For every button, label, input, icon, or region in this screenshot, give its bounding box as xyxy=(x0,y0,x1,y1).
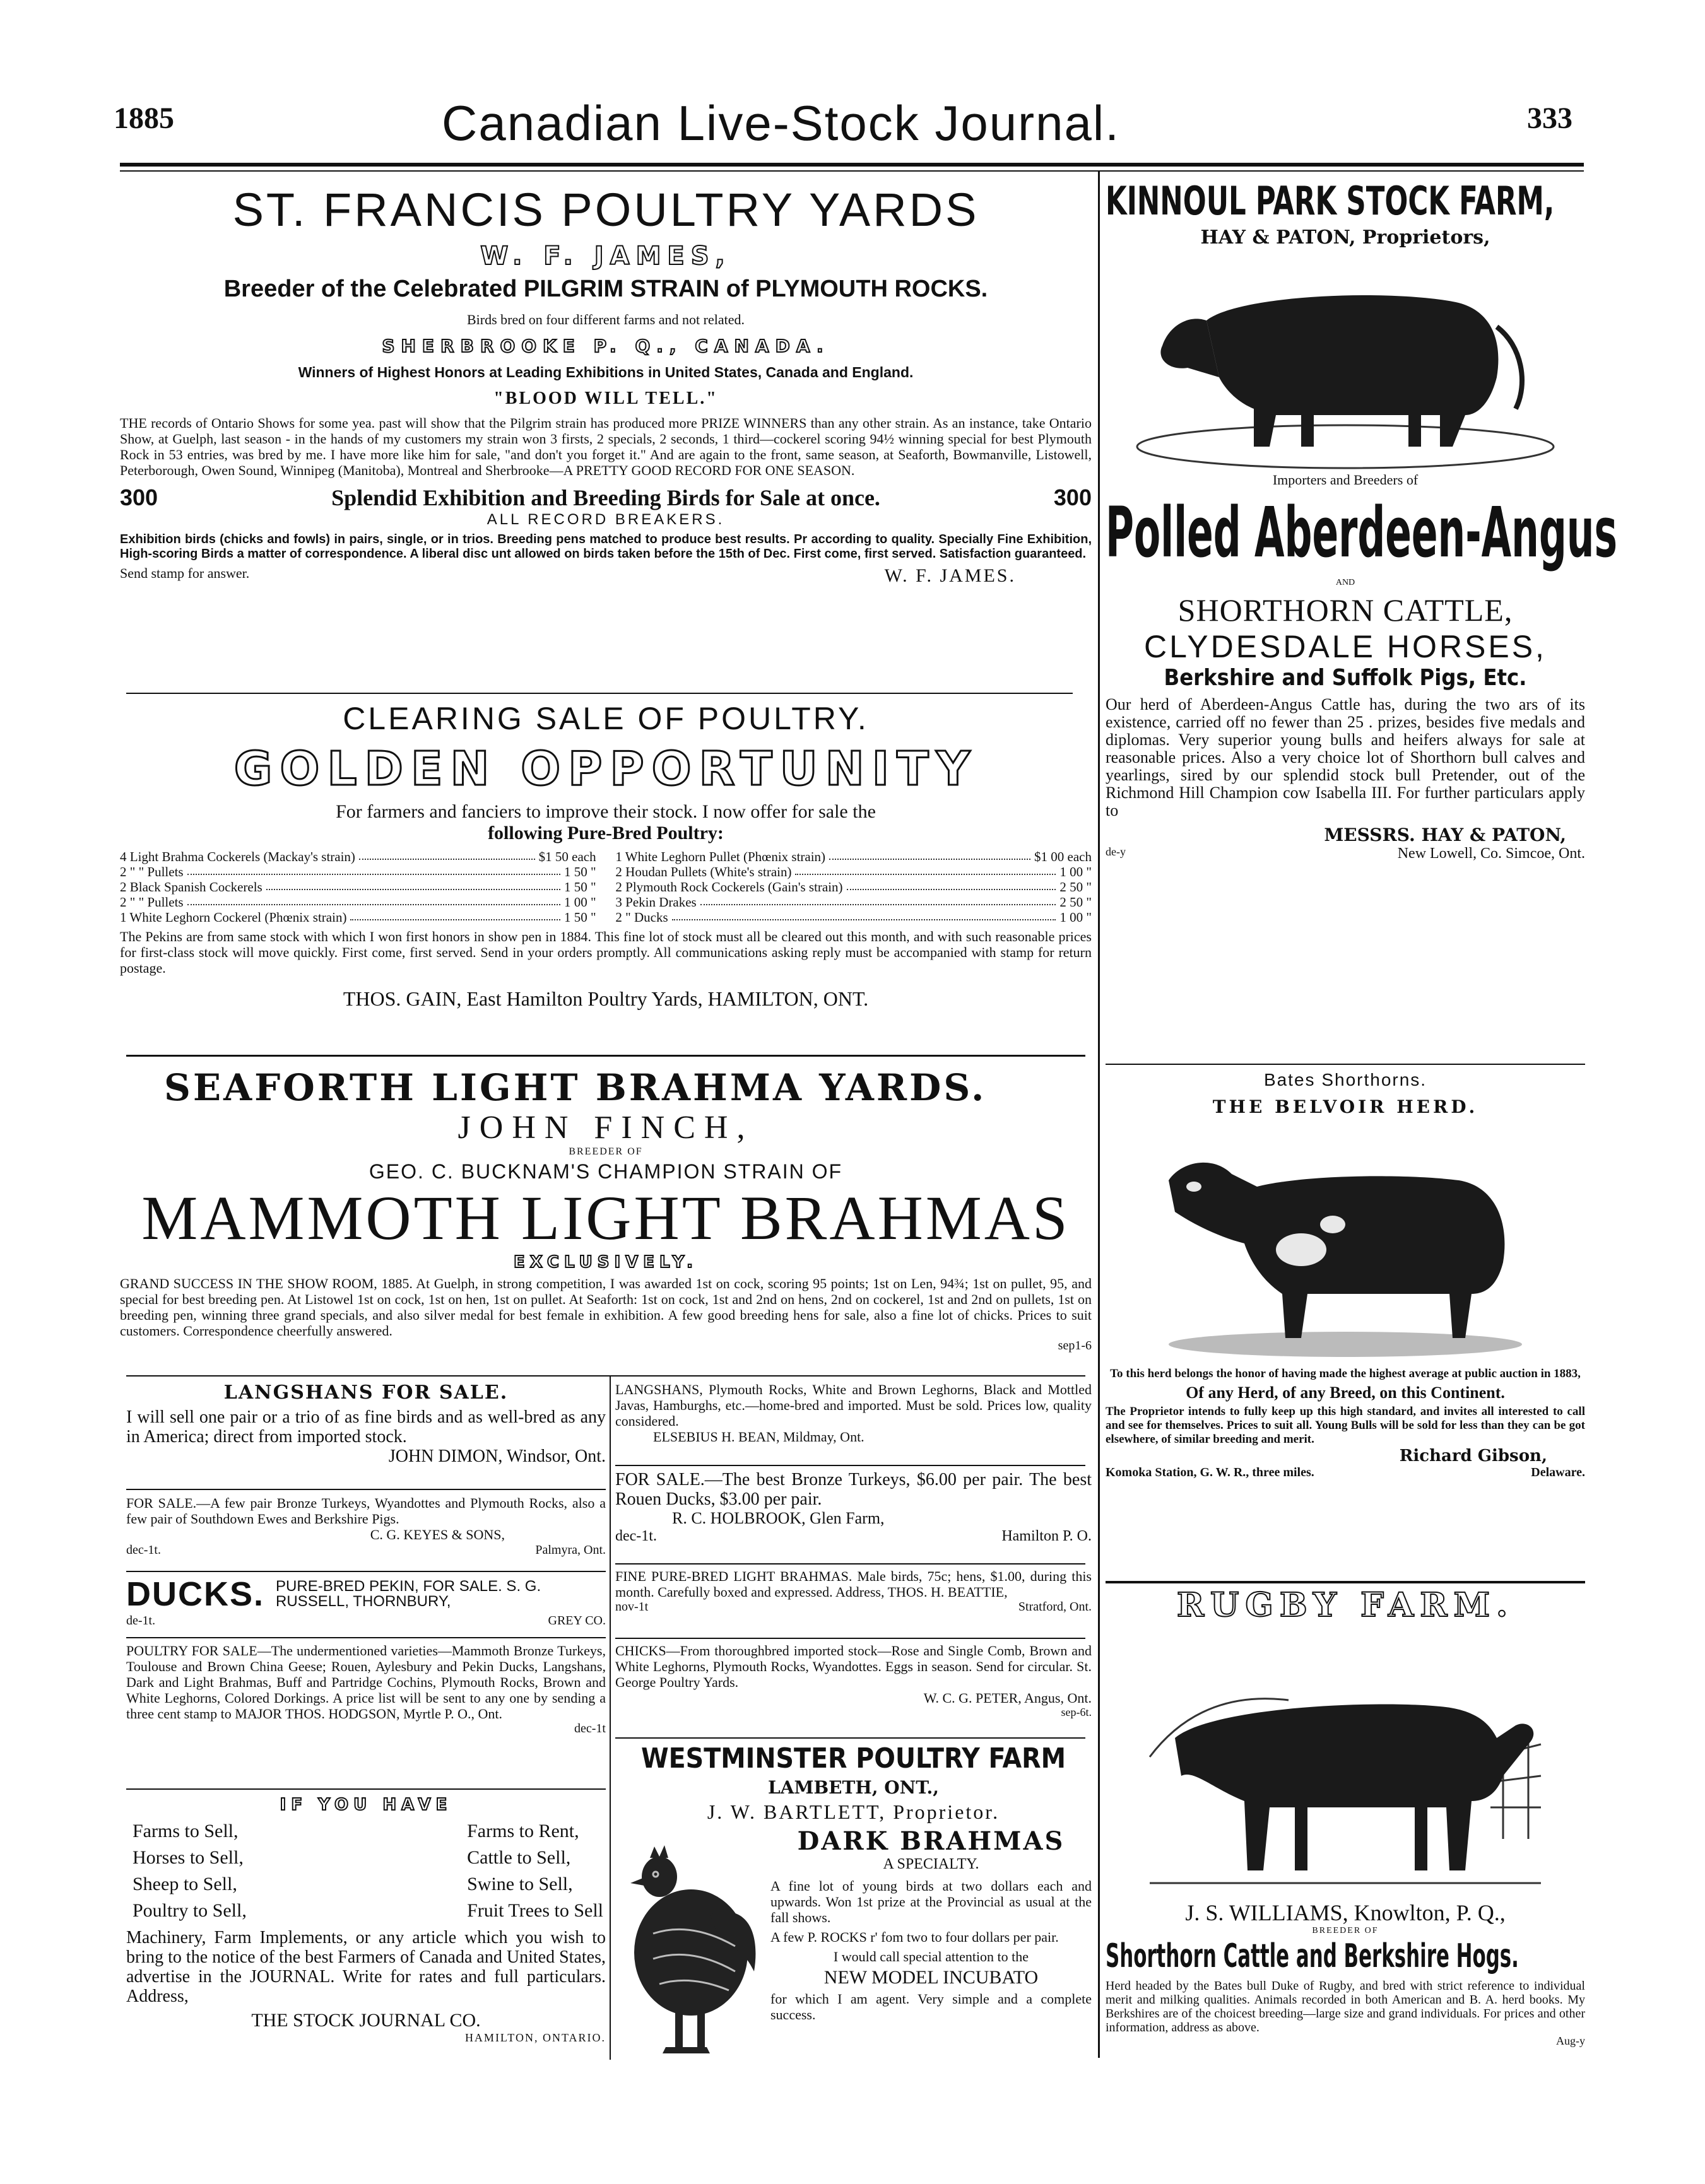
if-you-have-item: Poultry to Sell, xyxy=(133,1900,247,1921)
westminster-specialty: A SPECIALTY. xyxy=(883,1856,979,1872)
westminster-ad xyxy=(615,1742,1092,2066)
header-year: 1885 xyxy=(114,102,174,135)
seaforth-owner: JOHN FINCH, xyxy=(457,1110,754,1146)
westminster-body-2: for which I am agent. Very simple and a complete success. xyxy=(770,1991,1092,2023)
clearing-row xyxy=(120,849,596,864)
rugby-body: Herd headed by the Bates bull Duke of Rugby, and bred with strict reference to individual merit and milking qualities. Animals recorded in both American and B. A. herd books. My Berkshires are of the choicest breeding—large size and grand individuals. For prices and other information, address as above. xyxy=(1106,1979,1585,2034)
kinnoul-sign: MESSRS. HAY & PATON, xyxy=(1324,825,1566,845)
if-you-have-left xyxy=(126,1818,247,1924)
page-title: Canadian Live-Stock Journal. xyxy=(442,95,1120,151)
clearing-item: 2 " " Pullets xyxy=(120,864,184,879)
keyes-body: FOR SALE.—A few pair Bronze Turkeys, Wyandottes and Plymouth Rocks, also a few pair of Southdown Ewes and Berkshire Pigs. xyxy=(126,1495,606,1527)
leader-dots xyxy=(266,879,560,890)
st-francis-ad xyxy=(120,177,1092,587)
bean-sign: ELSEBIUS H. BEAN, Mildmay, Ont. xyxy=(653,1429,864,1445)
clearing-list-left xyxy=(120,849,596,925)
st-francis-slogan: "BLOOD WILL TELL." xyxy=(493,389,718,408)
holbrook-code: dec-1t. xyxy=(615,1528,657,1544)
if-you-have-item: Farms to Rent, xyxy=(467,1821,579,1841)
clearing-item: 2 Houdan Pullets (White's strain) xyxy=(615,864,792,879)
holbrook-place: Hamilton P. O. xyxy=(1001,1528,1092,1544)
keyes-place: Palmyra, Ont. xyxy=(535,1543,606,1557)
divider xyxy=(126,693,1073,694)
clearing-item: 1 White Leghorn Cockerel (Phœnix strain) xyxy=(120,910,347,925)
divider xyxy=(615,1563,1085,1565)
belvoir-any: Of any Herd, of any Breed, on this Continent. xyxy=(1186,1383,1505,1402)
clearing-sale-ad xyxy=(120,700,1092,1011)
clearing-row xyxy=(615,895,1092,910)
seaforth-exclusively: EXCLUSIVELY. xyxy=(514,1253,698,1272)
ducks-code: de-1t. xyxy=(126,1614,156,1628)
divider xyxy=(126,1571,606,1572)
divider xyxy=(615,1638,1085,1639)
clearing-price: 1 50 " xyxy=(564,910,596,925)
leader-dots xyxy=(700,895,1056,905)
clearing-row xyxy=(120,864,596,879)
seaforth-ad xyxy=(120,1066,1092,1353)
rugby-owner: J. S. WILLIAMS, Knowlton, P. Q., xyxy=(1185,1900,1506,1925)
st-francis-title: ST. FRANCIS POULTRY YARDS xyxy=(232,184,979,236)
rugby-breeder: BREEDER OF xyxy=(1312,1926,1379,1935)
polled-aberdeen-angus: Polled Aberdeen-Angus xyxy=(1106,492,1618,573)
clearing-body: The Pekins are from same stock with which I won first honors in show pen in 1884. This fine lot of stock must all be cleared out this month, and with such reasonable prices for first-class stock will move quickly. First come, first served. Send in your orders promptly. All communications asking reply must be accompanied with stamp for return postage. xyxy=(120,929,1092,976)
clearing-price: 2 50 " xyxy=(1059,895,1092,910)
kinnoul-owners: HAY & PATON, Proprietors, xyxy=(1200,226,1490,249)
keyes-ad xyxy=(126,1495,606,1558)
divider xyxy=(126,1637,606,1638)
clearing-item: 1 White Leghorn Pullet (Phœnix strain) xyxy=(615,849,826,864)
st-francis-exhibition: Exhibition birds (chicks and fowls) in pairs, single, or in trios. Breeding pens matched to produce best results. Pr according to quality. Specially Fine Exhibition, High-scoring Birds a matter of correspondence. A liberal disc unt allowed on birds taken before the 15th of Dec. First come, first served. Satisfaction guaranteed. xyxy=(120,532,1092,561)
shorthorn-cow-illustration xyxy=(1143,1124,1547,1363)
peter-sign: W. C. G. PETER, Angus, Ont. xyxy=(923,1690,1092,1706)
belvoir-sign: Richard Gibson, xyxy=(1399,1447,1547,1465)
ducks-title: DUCKS. xyxy=(126,1575,265,1613)
divider xyxy=(1106,1581,1585,1583)
rugby-code: Aug-y xyxy=(1556,2034,1585,2047)
divider xyxy=(615,1737,1085,1739)
kinnoul-body: Our herd of Aberdeen-Angus Cattle has, during the two ars of its existence, carried off no fewer than 25 . prizes, besides five medals and diplomas. Very superior young bulls and heifers always for sale at reasonable prices. Also a very choice lot of Shorthorn bull calves and yearlings, sired by our splendid stock bull Pretender, out of the Richmond Hill Champion cow Isabella III. For further particulars apply to xyxy=(1106,695,1585,819)
clearing-item: 2 Black Spanish Cockerels xyxy=(120,879,263,895)
st-francis-owner: W. F. JAMES, xyxy=(480,242,731,271)
langshans-dimon-ad xyxy=(126,1382,606,1467)
column-divider-lower xyxy=(610,1375,611,2060)
clearing-list-right xyxy=(615,849,1092,925)
clearing-price: 1 50 " xyxy=(564,879,596,895)
st-francis-sign: W. F. JAMES. xyxy=(884,565,1016,586)
westminster-title: WESTMINSTER POULTRY FARM xyxy=(640,1742,1066,1775)
clearing-intro-1: For farmers and fanciers to improve their stock. I now offer for sale the xyxy=(336,801,876,822)
hodgson-ad xyxy=(126,1643,606,1736)
langshans-body: I will sell one pair or a trio of as fine birds and as well-bred as any in America; direct from imported stock. xyxy=(126,1407,606,1447)
leader-dots xyxy=(350,910,560,920)
clearing-item: 2 " " Pullets xyxy=(120,895,184,910)
ducks-body: PURE-BRED PEKIN, FOR SALE. S. G. RUSSELL, THORNBURY, xyxy=(276,1578,541,1610)
kinnoul-code: de-y xyxy=(1106,845,1126,858)
langshans-sign: JOHN DIMON, Windsor, Ont. xyxy=(388,1447,606,1466)
holbrook-sign: R. C. HOLBROOK, Glen Farm, xyxy=(672,1509,885,1527)
if-you-have-item: Sheep to Sell, xyxy=(133,1874,237,1894)
divider xyxy=(1106,1064,1585,1065)
clearing-item: 4 Light Brahma Cockerels (Mackay's strain) xyxy=(120,849,355,864)
clearing-title: CLEARING SALE OF POULTRY. xyxy=(343,701,869,736)
ducks-ad xyxy=(126,1575,606,1628)
langshans-title: LANGSHANS FOR SALE. xyxy=(223,1382,509,1404)
ducks-place: GREY CO. xyxy=(548,1614,606,1628)
divider xyxy=(126,1788,606,1790)
if-you-have-body: Machinery, Farm Implements, or any article which you wish to bring to the notice of the best Farmers of Canada and United States, advertise in the JOURNAL. Write for rates and full particulars. Address, xyxy=(126,1928,606,2006)
kinnoul-caption: Importers and Breeders of xyxy=(1272,472,1419,488)
st-francis-body: THE records of Ontario Shows for some yea. past will show that the Pilgrim strain has produced more PRIZE WINNERS than any other strain. As an instance, take Ontario Show, at Guelph, last season - in the hands of my customers my strain won 3 firsts, 2 specials, 2 seconds, 1 third—cockerel scoring 94½ winning special for best Plymouth Rock in 53 entries, was bred by me. I have more like him for sale, "and don't you forget it." And are again to the front, same season, at Seaforth, Bowmanville, Listowell, Peterborough, Owen Sound, Winnipeg (Manitoba), Montreal and Sherbrooke—A PRETTY GOOD RECORD FOR ONE SEASON. xyxy=(120,415,1092,478)
belvoir-body-2: The Proprietor intends to fully keep up this high standard, and invites all interested to call and see for themselves. Prices to suit all. Young Bulls will be sold for less than they can be got elsewhere, of similar breeding and merit. xyxy=(1106,1405,1585,1446)
hodgson-code: dec-1t xyxy=(574,1722,606,1735)
divider xyxy=(126,1055,1085,1057)
peter-body: CHICKS—From thoroughbred imported stock—Rose and Single Comb, Brown and White Leghorns, Plymouth Rocks, Wyandottes. Eggs in season. Send for circular. St. George Poultry Yards. xyxy=(615,1643,1092,1690)
bean-body: LANGSHANS, Plymouth Rocks, White and Brown Leghorns, Black and Mottled Javas, Hamburghs, etc.—home-bred and imported. Must be sold. Prices low, quality considered. xyxy=(615,1382,1092,1429)
clearing-price: 1 00 " xyxy=(1059,910,1092,925)
st-francis-breeder: Breeder of the Celebrated PILGRIM STRAIN of PLYMOUTH ROCKS. xyxy=(223,276,988,302)
leader-dots xyxy=(829,849,1030,860)
splendid-count-right: 300 xyxy=(1053,484,1092,510)
belvoir-title: THE BELVOIR HERD. xyxy=(1212,1096,1478,1117)
if-you-have-place: HAMILTON, ONTARIO. xyxy=(464,2031,606,2044)
kinnoul-ad xyxy=(1106,178,1618,862)
clearing-row xyxy=(615,910,1092,925)
if-you-have-ad xyxy=(126,1795,606,2045)
st-francis-honors: Winners of Highest Honors at Leading Exhibitions in United States, Canada and England. xyxy=(298,364,914,380)
kinnoul-clydesdale: CLYDESDALE HORSES, xyxy=(1144,629,1547,664)
westminster-body-1: A fine lot of young birds at two dollars each and upwards. Won 1st prize at the Provincial as usual at the fall shows. xyxy=(770,1878,1092,1925)
clearing-price: 1 00 " xyxy=(564,895,596,910)
st-francis-stamp: Send stamp for answer. xyxy=(120,565,250,581)
belvoir-ad xyxy=(1106,1070,1585,1480)
clearing-item: 3 Pekin Drakes xyxy=(615,895,697,910)
seaforth-mammoth: MAMMOTH LIGHT BRAHMAS xyxy=(141,1183,1070,1253)
kinnoul-berkshire: Berkshire and Suffolk Pigs, Etc. xyxy=(1164,665,1527,691)
rooster-illustration xyxy=(615,1826,767,2066)
clearing-item: 2 Plymouth Rock Cockerels (Gain's strain) xyxy=(615,879,843,895)
peter-code: sep-6t. xyxy=(1061,1706,1092,1718)
if-you-have-item: Fruit Trees to Sell xyxy=(467,1900,603,1921)
westminster-attention: I would call special attention to the xyxy=(833,1949,1029,1964)
seaforth-breeder: BREEDER OF xyxy=(569,1146,643,1157)
clearing-price: 1 50 " xyxy=(564,864,596,879)
seaforth-code: sep1-6 xyxy=(1058,1339,1092,1353)
clearing-sign: THOS. GAIN, East Hamilton Poultry Yards, HAMILTON, ONT. xyxy=(343,987,869,1010)
seaforth-body: GRAND SUCCESS IN THE SHOW ROOM, 1885. At Guelph, in strong competition, I was awarded 1st on cock, scoring 95 points; 1st on Len, 94¾; 1st on pullet, 95, and special for best breeding pen. At Listowel 1st on cock, 1st on hen, 1st on pullet. At Seaforth: 1st on cock, 1st and 2nd on hens, 2nd on cockerel, 1st and 2nd on pullets, 1st on breeding pen, winning three grand specials, and also silver medal for best female in exhibition. A few good breeding hens for sale, also a fine lot of chicks. Prices to suit customers. Correspondence cheerfully answered. xyxy=(120,1276,1092,1339)
belvoir-body-1: To this herd belongs the honor of having made the highest average at public auction in 1883, xyxy=(1110,1367,1581,1380)
keyes-code: dec-1t. xyxy=(126,1543,161,1557)
rugby-title: RUGBY FARM. xyxy=(1176,1586,1514,1624)
beattie-body: FINE PURE-BRED LIGHT BRAHMAS. Male birds, 75c; hens, $1.00, during this month. Carefully boxed and expressed. Address, THOS. H. BEATTIE, xyxy=(615,1568,1092,1600)
holbrook-body: FOR SALE.—The best Bronze Turkeys, $6.00 per pair. The best Rouen Ducks, $3.00 per pair. xyxy=(615,1470,1092,1509)
st-francis-note: Birds bred on four different farms and not related. xyxy=(466,312,745,327)
clearing-price: 2 50 " xyxy=(1059,879,1092,895)
leader-dots xyxy=(359,849,535,860)
page-number: 333 xyxy=(1527,102,1572,135)
westminster-place: LAMBETH, ONT., xyxy=(768,1777,939,1798)
divider xyxy=(126,1489,606,1490)
keyes-foot xyxy=(126,1543,606,1558)
keyes-sign: C. G. KEYES & SONS, xyxy=(370,1527,505,1542)
hodgson-body: POULTRY FOR SALE—The undermentioned varieties—Mammoth Bronze Turkeys, Toulouse and Brown China Geese; Rouen, Aylesbury and Pekin Ducks, Langshans, Dark and Light Brahmas, Buff and Partridge Cochins, Plymouth Rocks, Brown and White Leghorns, Colored Dorkings. A price list will be sent to any one by sending a three cent stamp to MAJOR THOS. HODGSON, Myrtle P. O., Ont. xyxy=(126,1643,606,1722)
langshans-bean-ad xyxy=(615,1382,1092,1445)
clearing-row xyxy=(120,895,596,910)
if-you-have-item: Farms to Sell, xyxy=(133,1821,239,1841)
divider xyxy=(126,1375,1085,1377)
clearing-row xyxy=(615,879,1092,895)
clearing-item: 2 " Ducks xyxy=(615,910,668,925)
st-francis-breakers: ALL RECORD BREAKERS. xyxy=(487,511,725,528)
leader-dots xyxy=(187,895,560,905)
clearing-row xyxy=(120,910,596,925)
westminster-owner: J. W. BARTLETT, Proprietor. xyxy=(707,1800,1000,1823)
belvoir-bates: Bates Shorthorns. xyxy=(1263,1070,1427,1089)
splendid-count-left: 300 xyxy=(120,484,158,510)
column-divider-main xyxy=(1098,172,1100,2058)
clearing-intro-2: following Pure-Bred Poultry: xyxy=(488,823,724,843)
clearing-row xyxy=(615,864,1092,879)
clearing-row xyxy=(615,849,1092,864)
if-you-have-sign: THE STOCK JOURNAL CO. xyxy=(251,2010,481,2031)
clearing-price: $1 50 each xyxy=(538,849,596,864)
st-francis-footer xyxy=(120,565,1092,587)
splendid-text: Splendid Exhibition and Breeding Birds for Sale at once. xyxy=(331,485,880,510)
aberdeen-angus-bull-illustration xyxy=(1112,257,1579,472)
rugby-ad xyxy=(1106,1586,1585,2048)
header-rule-thin xyxy=(120,170,1584,172)
st-francis-place: SHERBROOKE P. Q., CANADA. xyxy=(382,336,830,356)
header-rule xyxy=(120,163,1584,167)
if-you-have-item: Cattle to Sell, xyxy=(467,1847,571,1868)
kinnoul-shorthorn: SHORTHORN CATTLE, xyxy=(1177,592,1513,628)
kinnoul-title: KINNOUL PARK STOCK FARM, xyxy=(1106,178,1555,224)
rugby-specialty: Shorthorn Cattle and Berkshire Hogs. xyxy=(1106,1937,1519,1975)
clearing-price: 1 00 " xyxy=(1059,864,1092,879)
leader-dots xyxy=(795,864,1056,875)
beattie-code: nov-1t xyxy=(615,1600,649,1614)
seaforth-title: SEAFORTH LIGHT BRAHMA YARDS. xyxy=(164,1066,987,1109)
beattie-place: Stratford, Ont. xyxy=(1018,1600,1092,1614)
belvoir-delaware: Delaware. xyxy=(1531,1465,1585,1479)
if-you-have-right xyxy=(467,1818,606,1924)
leader-dots xyxy=(847,879,1056,890)
leader-dots xyxy=(672,910,1056,920)
clearing-price: $1 00 each xyxy=(1034,849,1092,864)
holbrook-ad xyxy=(615,1470,1092,1545)
st-francis-splendid xyxy=(120,484,1092,511)
rugby-bull-illustration xyxy=(1137,1631,1554,1896)
keyes-sign-row xyxy=(126,1527,606,1543)
divider xyxy=(615,1465,1085,1466)
clearing-table xyxy=(120,849,1092,925)
kinnoul-place: New Lowell, Co. Simcoe, Ont. xyxy=(1397,845,1585,862)
belvoir-station: Komoka Station, G. W. R., three miles. xyxy=(1106,1465,1314,1479)
clearing-row xyxy=(120,879,596,895)
beattie-ad xyxy=(615,1568,1092,1614)
westminster-rocks: A few P. ROCKS r' fom two to four dollars per pair. xyxy=(770,1929,1059,1945)
westminster-incubato: NEW MODEL INCUBATO xyxy=(823,1967,1039,1988)
seaforth-strain: GEO. C. BUCKNAM'S CHAMPION STRAIN OF xyxy=(369,1160,843,1183)
if-you-have-title: IF YOU HAVE xyxy=(280,1795,452,1814)
if-you-have-item: Swine to Sell, xyxy=(467,1874,573,1894)
leader-dots xyxy=(187,864,560,875)
peter-ad xyxy=(615,1643,1092,1719)
kinnoul-and: AND xyxy=(1335,578,1355,587)
if-you-have-item: Horses to Sell, xyxy=(133,1847,244,1868)
golden-opportunity: GOLDEN OPPORTUNITY xyxy=(233,742,978,796)
dark-brahmas: DARK BRAHMAS xyxy=(797,1826,1065,1856)
